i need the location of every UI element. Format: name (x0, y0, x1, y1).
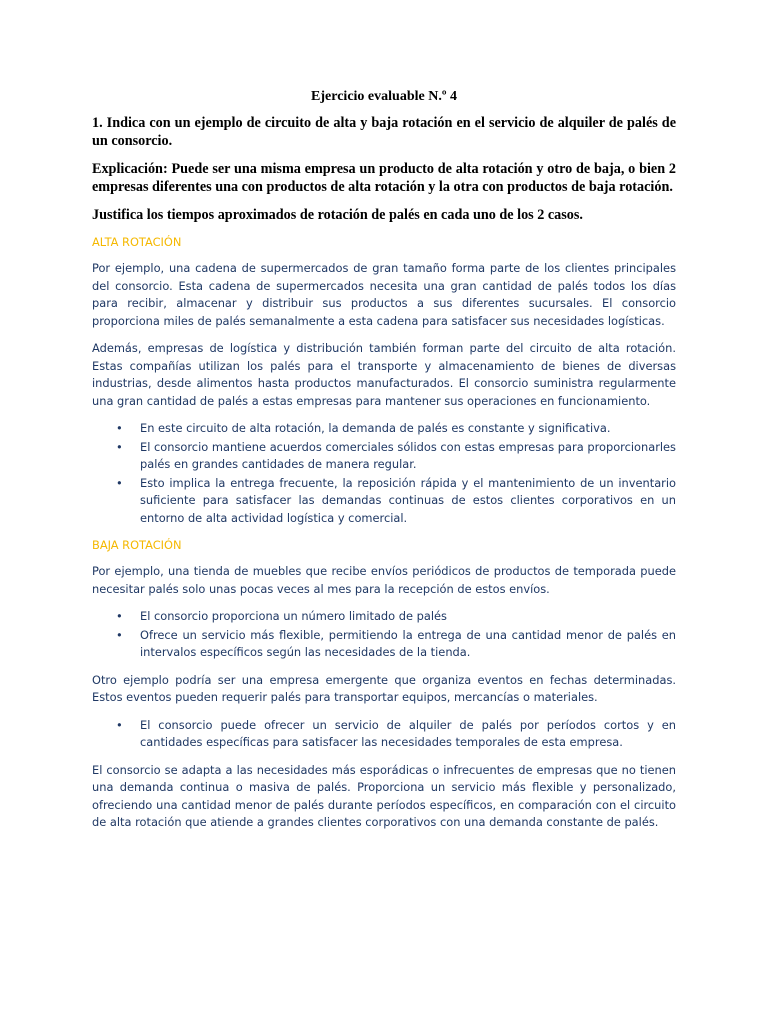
baja-paragraph-3: El consorcio se adapta a las necesidades más esporádicas o infrecuentes de empresas que no tienen una demanda continua o masiva de palés. Proporciona un servicio más flexible y personalizado, ofreciendo una cantidad menor de palés durante períodos específicos, en comparación con el circuito de alta rotación que atiende a grandes clientes corporativos con una demanda constante de palés. (92, 762, 676, 829)
alta-paragraph-1: Por ejemplo, una cadena de supermercados de gran tamaño forma parte de los clientes principales del consorcio. Esta cadena de supermercados necesita una gran cantidad de palés todos los días para recibir, almacenar y distribuir sus productos a sus diferentes sucursales. El consorcio proporciona miles de palés semanalmente a esta cadena para satisfacer sus necesidades logísticas. (92, 261, 676, 328)
baja-paragraph-1: Por ejemplo, una tienda de muebles que recibe envíos periódicos de productos de temporada puede necesitar palés solo unas pocas veces al mes para la recepción de estos envíos. (92, 564, 676, 596)
list-item (92, 475, 676, 528)
bullet-icon: • (116, 609, 123, 623)
bullet-text: Esto implica la entrega frecuente, la reposición rápida y el mantenimiento de un inventario suficiente para satisfacer las demandas continuas de estos clientes corporativos en un entorno de alta actividad logística y comercial. (140, 475, 676, 525)
baja-rotacion-heading: BAJA ROTACIÓN (92, 538, 182, 552)
baja-bullet-list-2 (92, 717, 676, 752)
bullet-icon: • (116, 717, 123, 732)
bullet-icon: • (116, 421, 123, 435)
bullet-text: El consorcio puede ofrecer un servicio de alquiler de palés por períodos cortos y en cantidades específicas para satisfacer las necesidades temporales de esta empresa. (140, 717, 676, 749)
bullet-text: En este circuito de alta rotación, la demanda de palés es constante y significativa. (140, 421, 611, 435)
bullet-text: Ofrece un servicio más flexible, permitiendo la entrega de una cantidad menor de palés en intervalos específicos según las necesidades de la tienda. (140, 627, 676, 659)
list-item (92, 608, 676, 626)
alta-rotacion-heading: ALTA ROTACIÓN (92, 235, 182, 249)
bullet-icon: • (116, 475, 123, 490)
document-title: Ejercicio evaluable N.º 4 (311, 89, 457, 104)
list-item (92, 717, 676, 752)
bullet-icon: • (116, 627, 123, 642)
list-item (92, 439, 676, 474)
alta-paragraph-2: Además, empresas de logística y distribución también forman parte del circuito de alta rotación. Estas compañías utilizan los palés para el transporte y almacenamiento de bienes de diversas industrias, desde alimentos hasta productos manufacturados. El consorcio suministra regularmente una gran cantidad de palés a estas empresas para mantener sus operaciones en funcionamiento. (92, 341, 676, 408)
document-page (92, 88, 676, 842)
alta-bullet-list (92, 420, 676, 527)
list-item (92, 420, 676, 438)
question-text: 1. Indica con un ejemplo de circuito de alta y baja rotación en el servicio de alquiler de palés de un consorcio. (92, 115, 676, 149)
baja-bullet-list-1 (92, 608, 676, 662)
bullet-text: El consorcio proporciona un número limitado de palés (140, 609, 447, 623)
bullet-icon: • (116, 439, 123, 454)
explanation-text: Explicación: Puede ser una misma empresa un producto de alta rotación y otro de baja, o bien 2 empresas diferentes una con productos de alta rotación y la otra con productos de baja rotación. (92, 161, 676, 195)
list-item (92, 627, 676, 662)
baja-paragraph-2: Otro ejemplo podría ser una empresa emergente que organiza eventos en fechas determinadas. Estos eventos pueden requerir palés para transportar equipos, mercancías o materiales. (92, 672, 676, 704)
bullet-text: El consorcio mantiene acuerdos comerciales sólidos con estas empresas para proporcionarles palés en grandes cantidades de manera regular. (140, 439, 676, 471)
justify-text: Justifica los tiempos aproximados de rotación de palés en cada uno de los 2 casos. (92, 207, 583, 223)
